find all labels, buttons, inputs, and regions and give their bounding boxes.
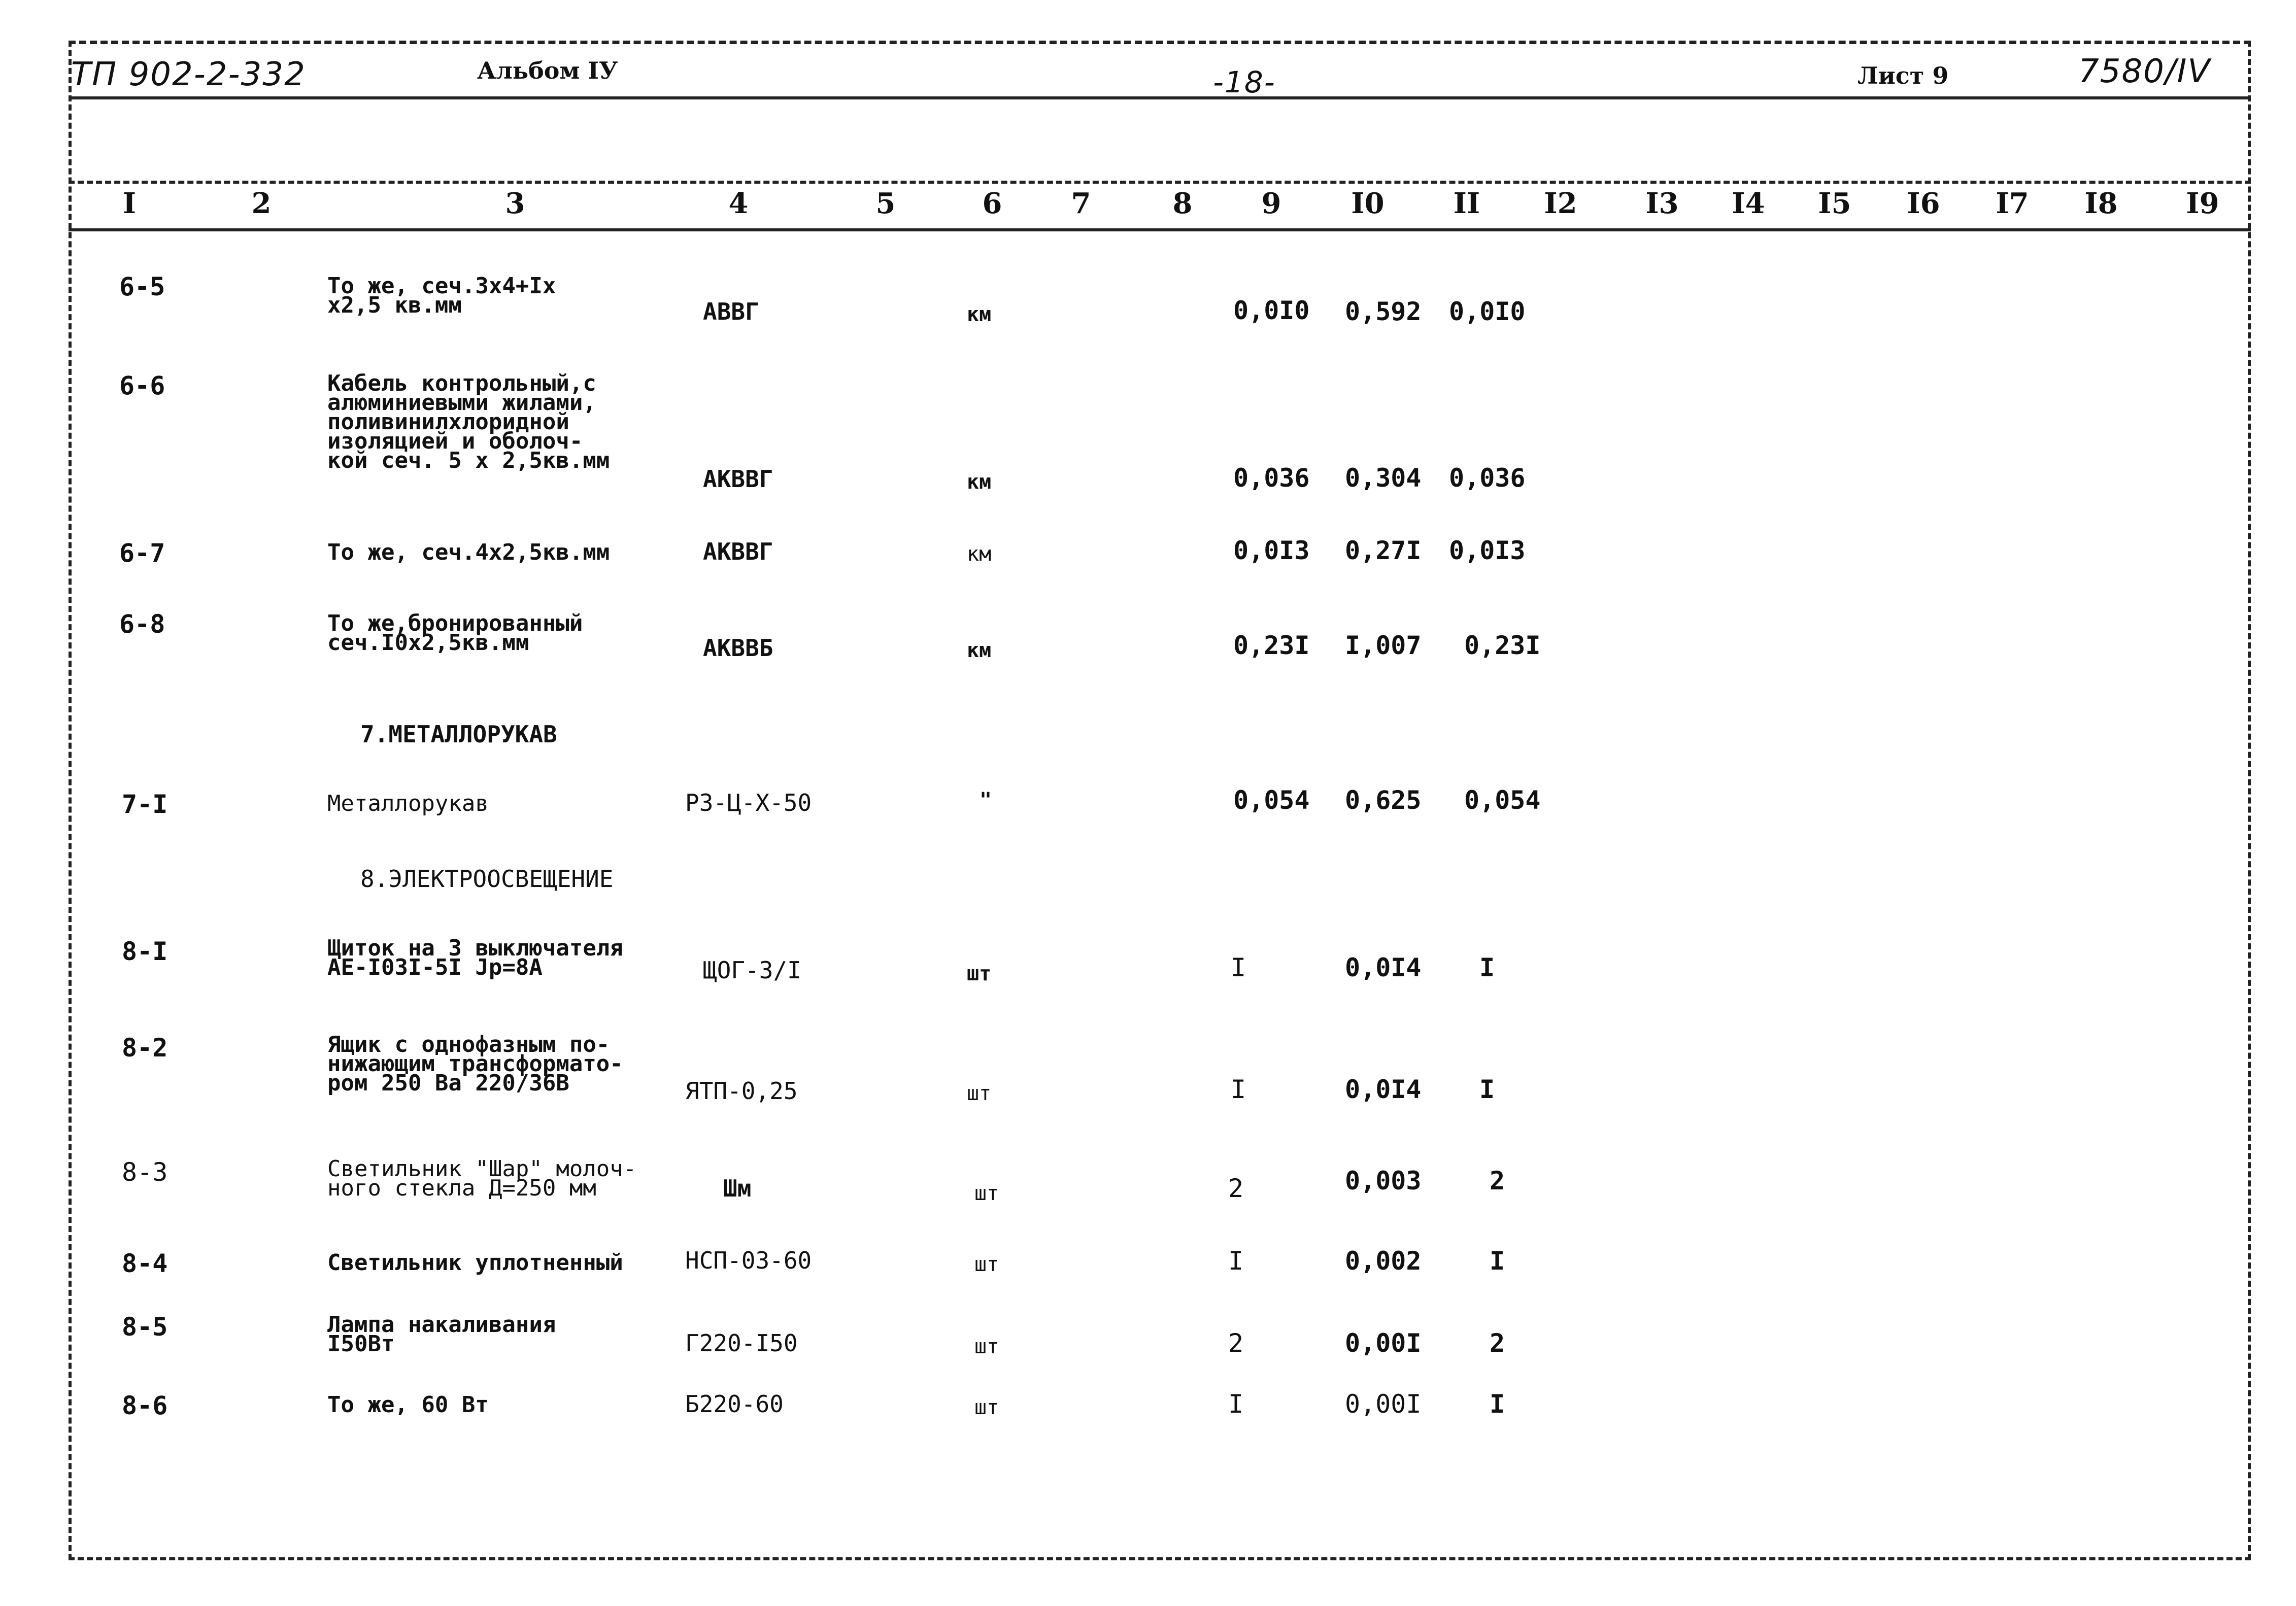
column-number: 5 (875, 187, 896, 220)
row-mark: АКВВГ (703, 465, 773, 493)
row-col10: 0,27I (1345, 536, 1422, 565)
column-header-rule (69, 228, 2251, 231)
row-unit: шт (974, 1253, 999, 1276)
row-col10: 0,002 (1345, 1246, 1422, 1276)
row-description: Щиток на 3 выключателя АЕ-I03I-5I Jр=8А (327, 935, 623, 980)
row-col9: 0,23I (1233, 631, 1310, 660)
row-col9: 2 (1228, 1328, 1244, 1358)
row-col10: 0,0I4 (1345, 1075, 1422, 1104)
row-col10: 0,00I (1345, 1328, 1422, 1358)
column-number: I9 (2186, 187, 2219, 220)
row-position: 6-5 (119, 272, 165, 301)
archive-number: 7580/IV (2078, 53, 2211, 90)
column-number: I0 (1351, 187, 1385, 220)
row-col10: 0,00I (1345, 1389, 1422, 1419)
row-col9: I (1231, 953, 1246, 982)
row-position: 8-2 (122, 1033, 168, 1063)
column-number: I2 (1544, 187, 1577, 220)
row-description: Светильник "Шар" молоч- ного стекла Д=250 мм (327, 1156, 637, 1201)
row-description: Ящик с однофазным по- нижающим трансформато- ром 250 Ва 220/36В (327, 1032, 623, 1096)
row-unit: шт (974, 1396, 999, 1419)
row-col11: I (1490, 1246, 1505, 1276)
row-col11: 0,036 (1449, 463, 1526, 493)
row-col9: 0,0I0 (1233, 296, 1310, 325)
row-mark: ЯТП-0,25 (685, 1077, 798, 1105)
row-col11: 0,23I (1464, 631, 1541, 660)
row-mark: АКВВБ (703, 634, 773, 662)
column-number: I (122, 187, 137, 220)
row-unit: км (967, 303, 992, 326)
row-col10: 0,304 (1345, 463, 1422, 493)
row-unit: " (980, 789, 992, 812)
section-heading: 7.МЕТАЛЛОРУКАВ (360, 721, 557, 748)
row-col11: I (1479, 1075, 1495, 1104)
row-position: 8-5 (122, 1312, 168, 1342)
row-col10: 0,0I4 (1345, 953, 1422, 982)
row-col9: I (1228, 1246, 1244, 1276)
row-mark: АКВВГ (703, 538, 773, 565)
row-position: 8-3 (122, 1157, 168, 1187)
row-description: Металлорукав (327, 791, 489, 816)
section-heading: 8.ЭЛЕКТРООСВЕЩЕНИЕ (360, 865, 614, 893)
row-col10: I,007 (1345, 631, 1422, 660)
row-col10: 0,625 (1345, 785, 1422, 815)
row-col9: 2 (1228, 1174, 1244, 1203)
row-col11: I (1490, 1389, 1505, 1419)
table-top-rule (69, 181, 2251, 184)
row-position: 6-7 (119, 538, 165, 568)
row-position: 8-6 (122, 1391, 168, 1420)
row-col11: 0,0I3 (1449, 536, 1526, 565)
row-description: Кабель контрольный,с алюминиевыми жилами, поливинилхлоридной изоляцией и оболоч- кой сеч. 5 х 2,5кв.мм (327, 370, 610, 473)
row-col9: 0,036 (1233, 463, 1310, 493)
row-unit: шт (974, 1182, 999, 1205)
row-unit: км (967, 542, 992, 566)
row-col11: I (1479, 953, 1495, 982)
row-position: 8-I (122, 937, 168, 966)
row-col10: 0,592 (1345, 297, 1422, 326)
column-number: 9 (1261, 187, 1281, 220)
column-number: 8 (1172, 187, 1193, 220)
row-col10: 0,003 (1345, 1166, 1422, 1195)
row-col11: 0,054 (1464, 785, 1541, 815)
row-col9: 0,054 (1233, 785, 1310, 815)
row-unit: км (967, 639, 992, 662)
row-col9: I (1231, 1075, 1246, 1104)
column-number: 6 (982, 187, 1002, 220)
column-number: 4 (728, 187, 749, 220)
column-number: 2 (251, 187, 272, 220)
row-mark: АВВГ (703, 298, 759, 325)
column-number: I7 (1996, 187, 2029, 220)
row-description: То же,бронированный сеч.I0х2,5кв.мм (327, 610, 583, 656)
column-number: 3 (505, 187, 525, 220)
header-rule (69, 96, 2251, 99)
row-col9: I (1228, 1389, 1244, 1419)
row-description: Светильник уплотненный (327, 1250, 623, 1276)
row-description: То же, 60 Вт (327, 1392, 489, 1418)
page-number: -18- (1213, 65, 1276, 99)
row-mark: РЗ-Ц-Х-50 (685, 789, 812, 816)
row-unit: шт (967, 962, 992, 985)
row-position: 8-4 (122, 1249, 168, 1278)
row-mark: НСП-03-60 (685, 1247, 812, 1274)
doc-code: ТП 902-2-332 (71, 56, 306, 93)
column-number: I3 (1645, 187, 1679, 220)
row-col11: 2 (1490, 1328, 1505, 1358)
sheet-number: Лист 9 (1858, 62, 1949, 89)
column-number: I4 (1732, 187, 1765, 220)
row-description: То же, сеч.3х4+Iх х2,5 кв.мм (327, 273, 556, 318)
row-position: 6-6 (119, 371, 165, 400)
row-position: 7-I (122, 790, 168, 819)
row-mark: Шм (723, 1175, 752, 1202)
row-unit: шт (967, 1082, 992, 1105)
row-description: То же, сеч.4х2,5кв.мм (327, 539, 610, 565)
album-label: Альбом IУ (477, 57, 618, 84)
row-unit: шт (974, 1335, 999, 1358)
column-number: I5 (1818, 187, 1851, 220)
row-unit: км (967, 470, 992, 494)
column-number: I8 (2084, 187, 2118, 220)
column-number: II (1453, 187, 1480, 220)
row-col9: 0,0I3 (1233, 536, 1310, 565)
row-mark: ЩОГ-3/I (703, 956, 801, 984)
row-position: 6-8 (119, 609, 165, 639)
row-description: Лампа накаливания I50Вт (327, 1312, 556, 1357)
row-mark: Б220-60 (685, 1390, 784, 1418)
row-col11: 2 (1490, 1166, 1505, 1195)
column-number: 7 (1071, 187, 1091, 220)
row-mark: Г220-I50 (685, 1329, 798, 1357)
column-number: I6 (1907, 187, 1940, 220)
row-col11: 0,0I0 (1449, 297, 1526, 326)
